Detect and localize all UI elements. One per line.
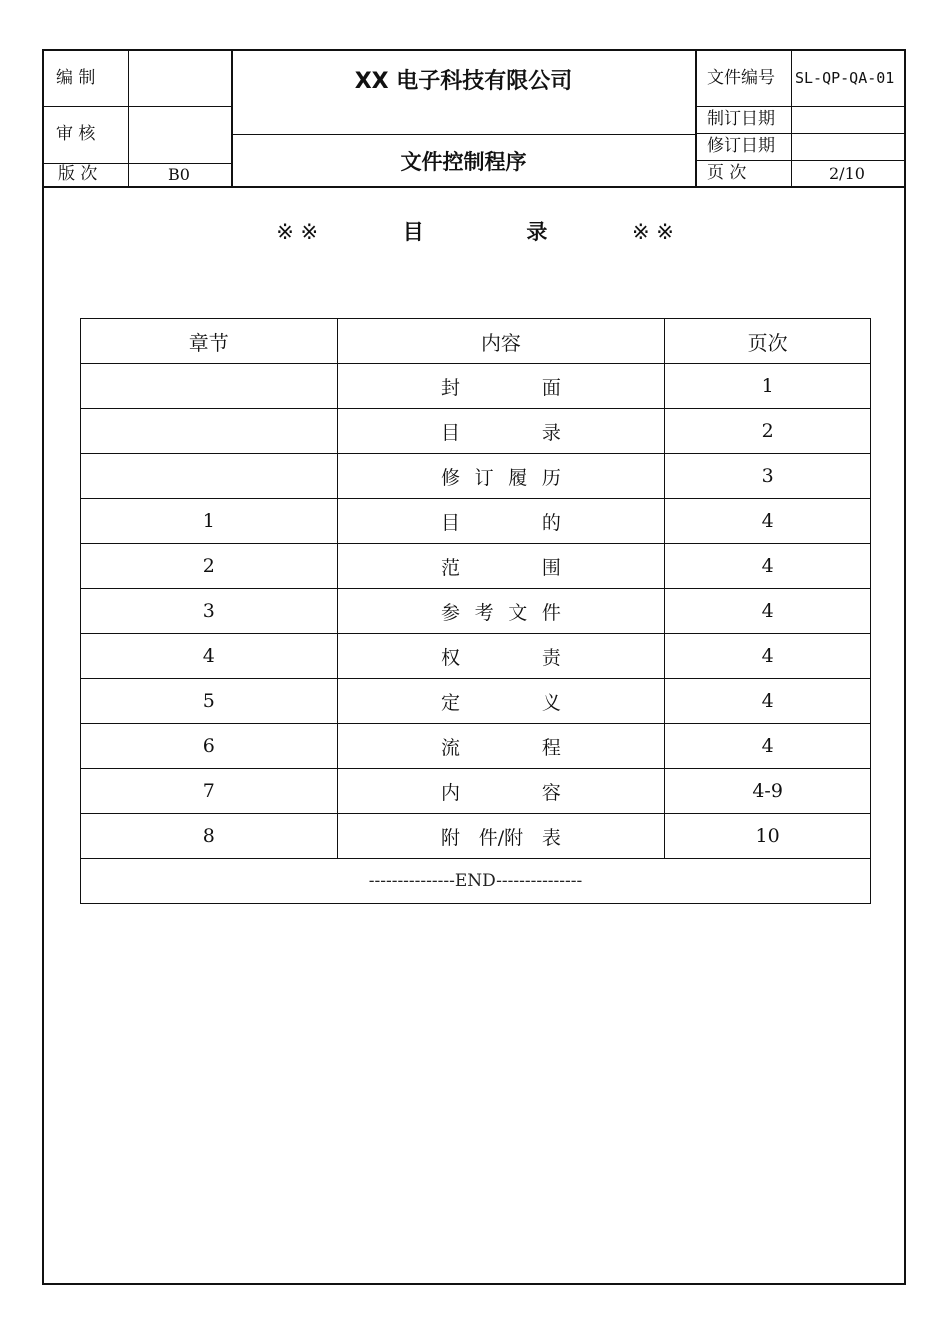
chapter-cell: 8 bbox=[81, 814, 338, 859]
table-row bbox=[81, 769, 871, 814]
table-row bbox=[81, 454, 871, 499]
content-char: 履 bbox=[508, 466, 528, 489]
content-char: 围 bbox=[541, 556, 561, 579]
page-cell: 2 bbox=[665, 409, 871, 454]
content-cell bbox=[337, 454, 665, 499]
content-cell bbox=[337, 679, 665, 724]
document-title: 文件控制程序 bbox=[400, 150, 527, 174]
header-divider bbox=[128, 50, 129, 187]
content-char: 义 bbox=[541, 691, 561, 714]
header-bottom-rule bbox=[43, 186, 906, 188]
content-cell bbox=[337, 544, 665, 589]
content-cell bbox=[337, 814, 665, 859]
content-char: 的 bbox=[541, 511, 561, 534]
page-value: 2/10 bbox=[829, 164, 865, 183]
content-char: 考 bbox=[474, 601, 494, 624]
content-char: 件 bbox=[541, 601, 561, 624]
version-value: B0 bbox=[168, 165, 190, 184]
table-row bbox=[81, 724, 871, 769]
content-char: 录 bbox=[541, 421, 561, 444]
column-header-page: 页次 bbox=[665, 319, 871, 364]
page-label: 页 次 bbox=[707, 163, 747, 183]
content-char: 面 bbox=[541, 376, 561, 399]
header-divider bbox=[696, 106, 906, 107]
table-row bbox=[81, 634, 871, 679]
toc-body bbox=[81, 364, 871, 859]
content-char: 文 bbox=[508, 601, 528, 624]
chapter-cell bbox=[81, 364, 338, 409]
content-char: 封 bbox=[440, 376, 460, 399]
content-text bbox=[441, 733, 561, 760]
content-char: 修 bbox=[440, 466, 460, 489]
chapter-cell: 4 bbox=[81, 634, 338, 679]
toc-table bbox=[80, 318, 871, 904]
version-label: 版 次 bbox=[58, 164, 98, 184]
content-char: 容 bbox=[541, 781, 561, 804]
content-char: 范 bbox=[440, 556, 460, 579]
toc-heading-char: 目 bbox=[402, 220, 424, 244]
table-row bbox=[81, 679, 871, 724]
content-text bbox=[441, 778, 561, 805]
content-char: 目 bbox=[440, 511, 460, 534]
column-header-chapter: 章节 bbox=[81, 319, 338, 364]
header-divider bbox=[232, 134, 695, 135]
content-text bbox=[441, 598, 561, 625]
revision-date-label: 修订日期 bbox=[707, 136, 775, 156]
content-char: 件/附 bbox=[478, 826, 524, 849]
content-text bbox=[441, 823, 561, 850]
content-char: 定 bbox=[440, 691, 460, 714]
table-row bbox=[81, 544, 871, 589]
chapter-cell: 5 bbox=[81, 679, 338, 724]
page-cell: 4 bbox=[665, 589, 871, 634]
company-name: XX 电子科技有限公司 bbox=[354, 69, 573, 94]
content-text bbox=[441, 553, 561, 580]
decor-marks-right: ※ ※ bbox=[631, 220, 674, 244]
header-divider bbox=[696, 160, 906, 161]
content-text bbox=[441, 373, 561, 400]
content-text bbox=[441, 463, 561, 490]
content-char: 目 bbox=[440, 421, 460, 444]
toc-end-row bbox=[81, 859, 871, 904]
page-cell: 4 bbox=[665, 679, 871, 724]
decor-marks-left: ※ ※ bbox=[276, 220, 319, 244]
column-header-content: 内容 bbox=[337, 319, 665, 364]
content-char: 历 bbox=[541, 466, 561, 489]
chapter-cell: 3 bbox=[81, 589, 338, 634]
content-cell bbox=[337, 409, 665, 454]
doc-number-label: 文件编号 bbox=[707, 68, 775, 88]
table-row bbox=[81, 589, 871, 634]
chapter-cell: 2 bbox=[81, 544, 338, 589]
header-divider bbox=[43, 106, 231, 107]
issue-date-label: 制订日期 bbox=[707, 109, 775, 129]
header-divider bbox=[696, 133, 906, 134]
content-cell bbox=[337, 769, 665, 814]
table-row bbox=[81, 499, 871, 544]
end-marker: ---------------END--------------- bbox=[81, 859, 871, 904]
content-cell bbox=[337, 499, 665, 544]
toc-heading-char: 录 bbox=[526, 220, 548, 244]
content-text bbox=[441, 643, 561, 670]
doc-number-value: SL-QP-QA-01 bbox=[795, 69, 895, 87]
table-row bbox=[81, 814, 871, 859]
content-text bbox=[441, 508, 561, 535]
table-row bbox=[81, 409, 871, 454]
table-row bbox=[81, 364, 871, 409]
content-cell bbox=[337, 589, 665, 634]
content-char: 附 bbox=[440, 826, 460, 849]
content-text bbox=[441, 418, 561, 445]
chapter-cell: 7 bbox=[81, 769, 338, 814]
page-cell: 4 bbox=[665, 634, 871, 679]
chapter-cell: 6 bbox=[81, 724, 338, 769]
content-text bbox=[441, 688, 561, 715]
header-divider bbox=[791, 50, 792, 187]
content-char: 权 bbox=[440, 646, 460, 669]
chapter-cell bbox=[81, 454, 338, 499]
chapter-cell bbox=[81, 409, 338, 454]
reviewed-label: 审 核 bbox=[56, 124, 96, 144]
page-cell: 10 bbox=[665, 814, 871, 859]
content-char: 内 bbox=[440, 781, 460, 804]
page-cell: 1 bbox=[665, 364, 871, 409]
content-char: 流 bbox=[440, 736, 460, 759]
content-char: 责 bbox=[541, 646, 561, 669]
header-divider bbox=[695, 50, 697, 187]
prepared-label: 编 制 bbox=[56, 68, 96, 88]
toc-heading bbox=[0, 216, 950, 246]
content-cell bbox=[337, 364, 665, 409]
content-cell bbox=[337, 634, 665, 679]
page-cell: 4 bbox=[665, 544, 871, 589]
content-char: 参 bbox=[440, 601, 460, 624]
chapter-cell: 1 bbox=[81, 499, 338, 544]
page-cell: 4-9 bbox=[665, 769, 871, 814]
page-cell: 3 bbox=[665, 454, 871, 499]
content-cell bbox=[337, 724, 665, 769]
content-char: 程 bbox=[541, 736, 561, 759]
page-cell: 4 bbox=[665, 499, 871, 544]
content-char: 表 bbox=[541, 826, 561, 849]
toc-header-row bbox=[81, 319, 871, 364]
content-char: 订 bbox=[474, 466, 494, 489]
page-cell: 4 bbox=[665, 724, 871, 769]
